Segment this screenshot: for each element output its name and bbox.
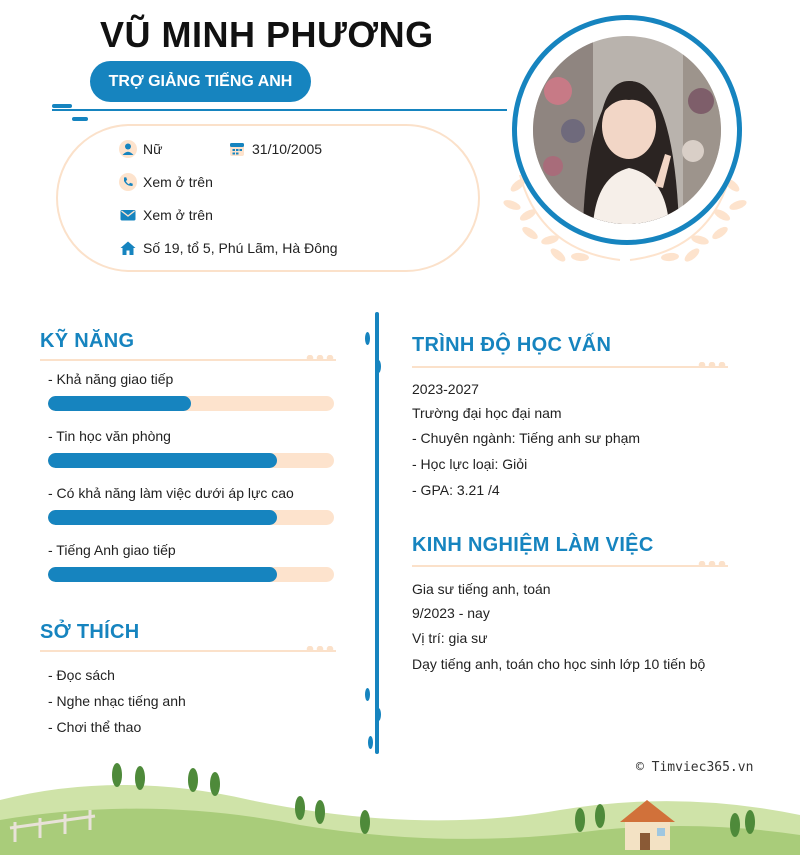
envelope-icon [119, 206, 137, 224]
experience-line: Dạy tiếng anh, toán cho học sinh lớp 10 tiến bộ [412, 656, 706, 672]
education-line: 2023-2027 [412, 381, 479, 397]
skill-label: - Có khả năng làm việc dưới áp lực cao [48, 485, 294, 501]
address-row [119, 239, 338, 257]
hobbies-underline [40, 650, 336, 652]
header-rule [52, 109, 507, 111]
experience-line: Vị trí: gia sư [412, 630, 488, 646]
skill-bar-fill [48, 453, 277, 468]
education-line: Trường đại học đại nam [412, 405, 562, 421]
divider-ornament [376, 708, 381, 721]
skill-bar [48, 453, 334, 468]
skill-label: - Tiếng Anh giao tiếp [48, 542, 176, 558]
divider-ornament [376, 360, 381, 373]
experience-line: 9/2023 - nay [412, 605, 490, 621]
email-row [119, 206, 213, 224]
avatar [533, 36, 721, 224]
skills-underline [40, 359, 336, 361]
birthday-row [228, 140, 322, 158]
user-icon [119, 140, 137, 158]
skill-bar [48, 396, 334, 411]
experience-line: Gia sư tiếng anh, toán [412, 581, 551, 597]
hobby-item: - Nghe nhạc tiếng anh [48, 693, 186, 709]
gender-value: Nữ [143, 141, 163, 157]
phone-value: Xem ở trên [143, 174, 213, 190]
candidate-name: VŨ MINH PHƯƠNG [100, 14, 434, 55]
skill-bar [48, 567, 334, 582]
divider-ornament [365, 688, 370, 701]
decor-dash [72, 117, 88, 121]
avatar-frame [500, 15, 750, 265]
education-line: - Học lực loại: Giỏi [412, 456, 528, 472]
profile-photo [533, 36, 721, 224]
education-underline [412, 366, 728, 368]
email-value: Xem ở trên [143, 207, 213, 223]
hobby-item: - Chơi thể thao [48, 719, 142, 735]
hobbies-heading: SỞ THÍCH [40, 621, 140, 643]
skills-heading: KỸ NĂNG [40, 330, 135, 352]
phone-icon [119, 173, 137, 191]
address-value: Số 19, tổ 5, Phú Lãm, Hà Đông [143, 240, 338, 256]
skill-bar-fill [48, 510, 277, 525]
job-title-badge: TRỢ GIẢNG TIẾNG ANH [90, 61, 311, 102]
skill-label: - Tin học văn phòng [48, 428, 171, 444]
education-line: - Chuyên ngành: Tiếng anh sư phạm [412, 430, 641, 446]
skill-bar-fill [48, 396, 191, 411]
phone-row [119, 173, 213, 191]
education-heading: TRÌNH ĐỘ HỌC VẤN [412, 334, 612, 356]
column-divider [375, 312, 379, 754]
decor-dash [52, 104, 72, 108]
hobby-item: - Đọc sách [48, 667, 115, 683]
birthday-value: 31/10/2005 [252, 141, 323, 157]
skill-label: - Khả năng giao tiếp [48, 371, 174, 387]
experience-underline [412, 565, 728, 567]
skill-bar [48, 510, 334, 525]
experience-heading: KINH NGHIỆM LÀM VIỆC [412, 534, 654, 556]
home-icon [119, 239, 137, 257]
copyright-notice: © Timviec365.vn [636, 760, 754, 775]
gender-row [119, 140, 162, 158]
landscape-illustration [0, 740, 800, 855]
divider-ornament [365, 332, 370, 345]
education-line: - GPA: 3.21 /4 [412, 482, 500, 498]
calendar-icon [228, 140, 246, 158]
skill-bar-fill [48, 567, 277, 582]
avatar-ring [512, 15, 742, 245]
